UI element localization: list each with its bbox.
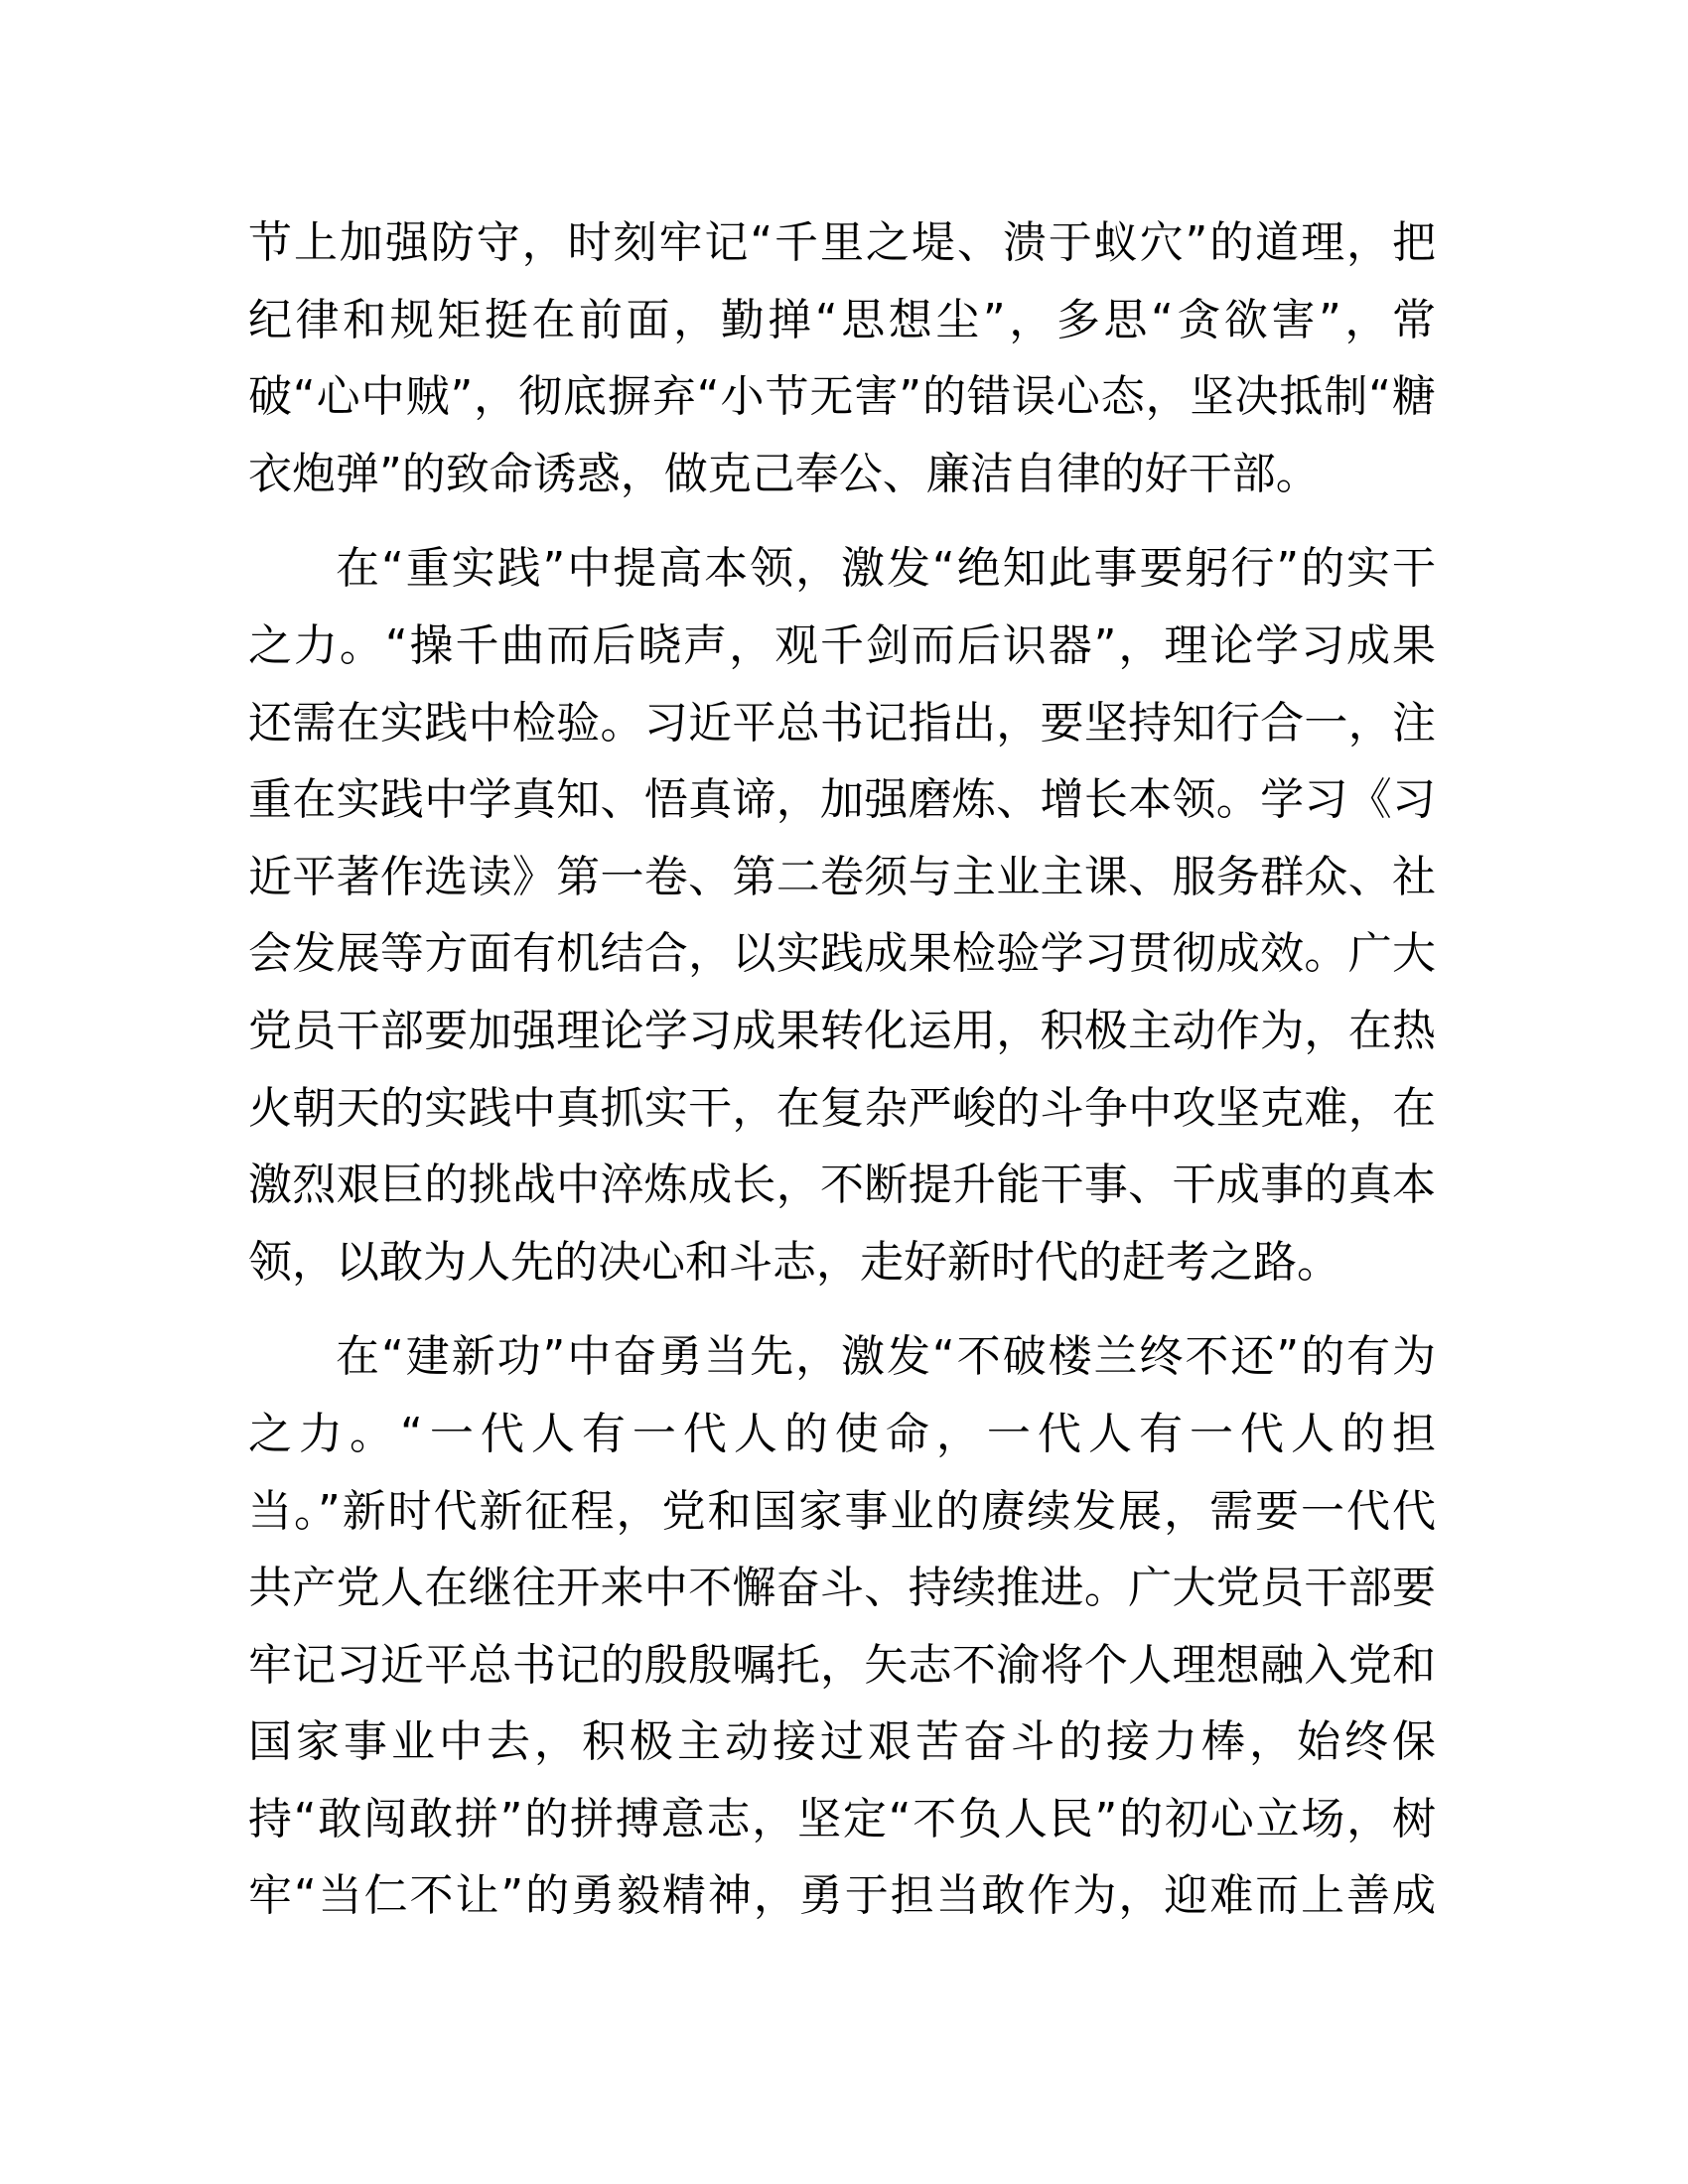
text-line: 会发展等方面有机结合，以实践成果检验学习贯彻成效。广大	[248, 928, 1436, 980]
text-line: 在“重实践”中提高本领，激发“绝知此事要躬行”的实干	[336, 543, 1436, 595]
text-line: 节上加强防守，时刻牢记“千里之堤、溃于蚁穴”的道理，把	[248, 217, 1436, 268]
text-line: 牢记习近平总书记的殷殷嘱托，矢志不渝将个人理想融入党和	[248, 1639, 1436, 1691]
text-line: 重在实践中学真知、悟真谛，加强磨炼、增长本领。学习《习	[248, 774, 1436, 826]
text-line: 破“心中贼”，彻底摒弃“小节无害”的错误心态，坚决抵制“糖	[248, 371, 1436, 423]
text-line: 火朝天的实践中真抓实干，在复杂严峻的斗争中攻坚克难，在	[248, 1082, 1436, 1134]
text-line: 党员干部要加强理论学习成果转化运用，积极主动作为，在热	[248, 1005, 1436, 1056]
paragraph-2	[248, 530, 1436, 1300]
text-line: 还需在实践中检验。习近平总书记指出，要坚持知行合一，注	[248, 697, 1436, 749]
paragraph-1	[248, 205, 1436, 512]
text-line: 领，以敢为人先的决心和斗志，走好新时代的赶考之路。	[248, 1236, 1340, 1288]
text-line: 激烈艰巨的挑战中淬炼成长，不断提升能干事、干成事的真本	[248, 1160, 1436, 1211]
text-line: 共产党人在继往开来中不懈奋斗、持续推进。广大党员干部要	[248, 1563, 1436, 1614]
text-line: 衣炮弹”的致命诱惑，做克己奉公、廉洁自律的好干部。	[248, 448, 1320, 499]
text-line: 在“建新功”中奋勇当先，激发“不破楼兰终不还”的有为	[336, 1331, 1436, 1383]
text-line: 纪律和规矩挺在前面，勤掸“思想尘”，多思“贪欲害”，常	[248, 294, 1436, 345]
paragraph-3	[248, 1318, 1436, 1935]
text-line: 近平著作选读》第一卷、第二卷须与主业主课、服务群众、社	[248, 851, 1436, 902]
text-line: 国家事业中去，积极主动接过艰苦奋斗的接力棒，始终保	[248, 1716, 1436, 1768]
text-line: 牢“当仁不让”的勇毅精神，勇于担当敢作为，迎难而上善成	[248, 1870, 1436, 1922]
text-line: 之力。“操千曲而后晓声，观千剑而后识器”，理论学习成果	[248, 619, 1436, 671]
text-line: 当。”新时代新征程，党和国家事业的赓续发展，需要一代代	[248, 1485, 1436, 1537]
document-body	[248, 205, 1436, 1953]
text-line: 持“敢闯敢拼”的拼搏意志，坚定“不负人民”的初心立场，树	[248, 1793, 1436, 1844]
text-line: 之力。“一代人有一代人的使命，一代人有一代人的担	[248, 1408, 1436, 1459]
